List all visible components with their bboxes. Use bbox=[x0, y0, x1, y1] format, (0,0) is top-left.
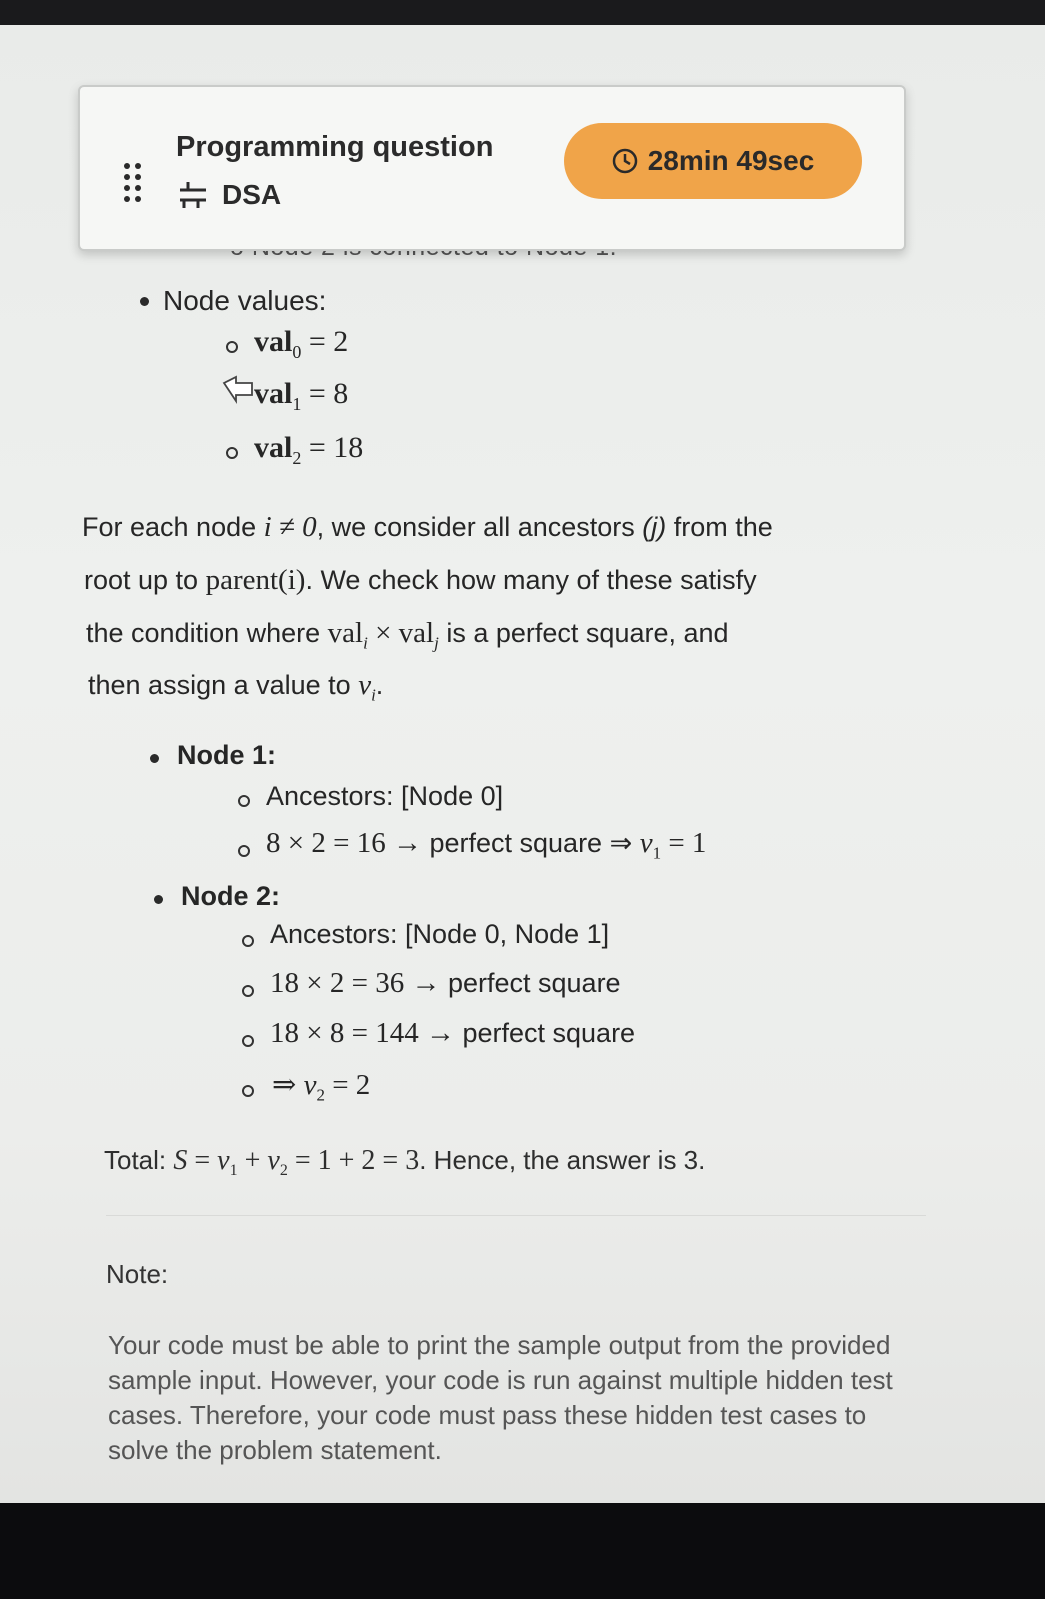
node2-ancestors: Ancestors: [Node 0, Node 1] bbox=[270, 919, 610, 949]
note-label: Note: bbox=[106, 1259, 169, 1289]
node1-label: Node 1: bbox=[177, 740, 277, 770]
node2-result: ⇒ $v_2 = 2$ bbox=[272, 1069, 371, 1105]
top-bezel bbox=[0, 0, 1045, 25]
timer-badge bbox=[564, 123, 862, 199]
note-body: Your code must be able to print the sample output from the provided sample input. However, your code is run against multiple hidden test cases. Therefore, your code must pass these hidden test cases to solve the problem statement. bbox=[108, 1330, 893, 1465]
bottom-bezel bbox=[0, 1503, 1045, 1599]
node-values-label: Node values: bbox=[163, 285, 327, 316]
val0-expression: val$_0$ = 2 bbox=[254, 325, 349, 362]
sub-bullet bbox=[242, 1085, 254, 1097]
paragraph-line-3: the condition where val$_i$ × val$_j$ is a perfect square, and bbox=[86, 617, 729, 653]
node2-calculation-2: 18 × 8 = 144 → perfect square bbox=[270, 1017, 636, 1049]
node1-ancestors: Ancestors: [Node 0] bbox=[266, 781, 504, 811]
question-tag bbox=[176, 179, 281, 211]
val1-expression: val$_1$ = 8 bbox=[254, 377, 349, 414]
mouse-cursor-icon bbox=[222, 375, 256, 405]
bullet bbox=[150, 754, 159, 763]
question-header-card bbox=[78, 85, 906, 251]
section-divider bbox=[106, 1215, 926, 1216]
node2-calculation-1: 18 × 2 = 36 → perfect square bbox=[270, 967, 621, 999]
sub-bullet bbox=[226, 447, 238, 459]
question-tag-label: DSA bbox=[222, 179, 282, 210]
total-line: Total: $S = v_1 + v_2 = 1 + 2 = 3$. Hence, the answer is 3. bbox=[104, 1145, 706, 1180]
clock-icon bbox=[612, 148, 638, 174]
sub-bullet bbox=[242, 1035, 254, 1047]
sub-bullet bbox=[242, 935, 254, 947]
drag-handle-icon[interactable] bbox=[124, 163, 146, 203]
node1-calculation: 8 × 2 = 16 → perfect square ⇒ $v_1 = 1$ bbox=[266, 827, 707, 863]
val2-expression: val$_2$ = 18 bbox=[254, 431, 364, 468]
bullet bbox=[154, 895, 163, 904]
question-type-title: Programming question bbox=[176, 131, 494, 163]
sub-bullet bbox=[238, 795, 250, 807]
paragraph-line-2: root up to parent(i). We check how many of these satisfy bbox=[84, 564, 757, 596]
bullet bbox=[140, 297, 149, 306]
paragraph-line-4: then assign a value to $v_i$. bbox=[88, 669, 384, 705]
paragraph-line-1: For each node i ≠ 0, we consider all ancestors (j) from the bbox=[82, 511, 773, 543]
question-panel bbox=[0, 25, 1045, 1503]
timer-text: 28min 49sec bbox=[647, 145, 815, 176]
data-structure-icon bbox=[176, 180, 210, 210]
sub-bullet bbox=[238, 845, 250, 857]
sub-bullet bbox=[226, 341, 238, 353]
sub-bullet bbox=[242, 985, 254, 997]
node2-label: Node 2: bbox=[181, 881, 281, 911]
